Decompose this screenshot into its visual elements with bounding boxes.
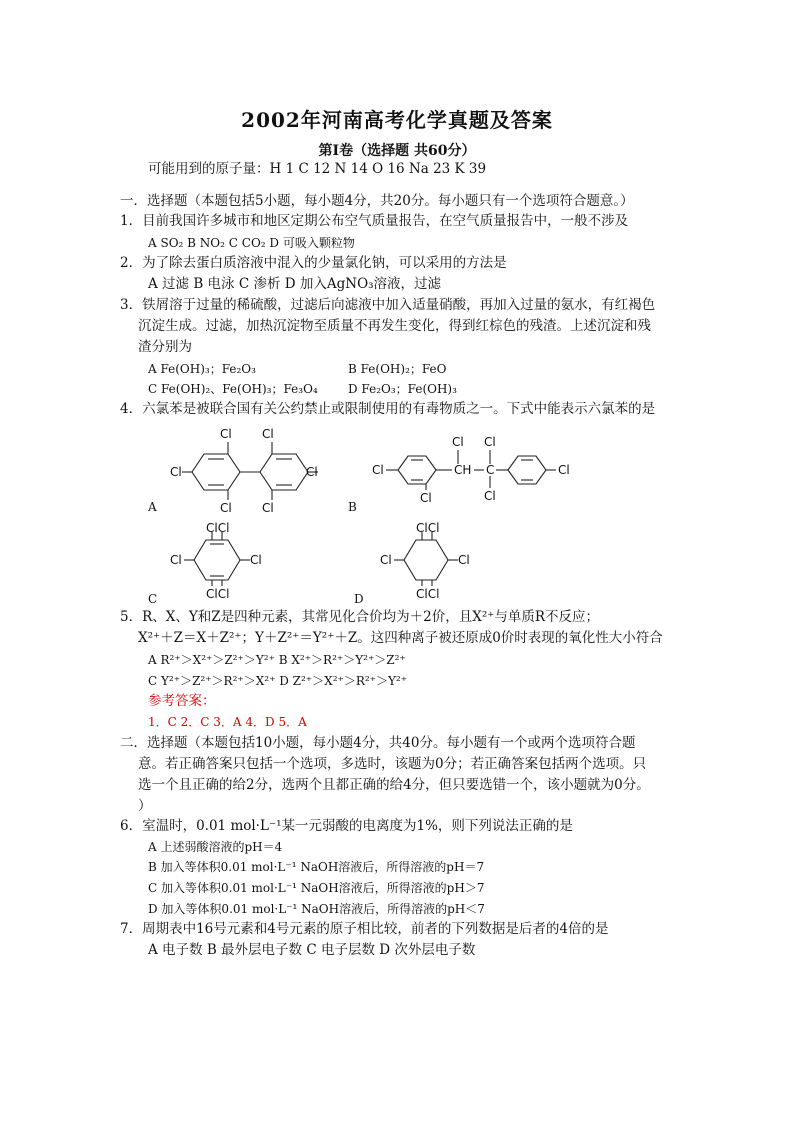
clcl-label: ClCl [206,521,230,535]
answer-label: 参考答案： [148,693,216,709]
q2-stem: 2．为了除去蛋白质溶液中混入的少量氯化钠，可以采用的方法是 [120,255,507,271]
ring-d [404,540,448,580]
structure-d-diagram [376,520,496,600]
cl-label: Cl [420,491,432,505]
atomic-masses: 可能用到的原子量：H 1 C 12 N 14 O 16 Na 23 K 39 [148,161,487,177]
q7-options: A 电子数 B 最外层电子数 C 电子层数 D 次外层电子数 [148,942,476,958]
q3-option-d: D Fe₂O₃；Fe(OH)₃ [348,382,457,396]
q1-stem: 1．目前我国许多城市和地区定期公布空气质量报告，在空气质量报告中，一般不涉及 [120,213,629,229]
cl-label: Cl [250,553,262,567]
q4-stem: 4．六氯苯是被联合国有关公约禁止或限制使用的有毒物质之一。下式中能表示六氯苯的是 [120,401,656,417]
q6-option-c: C 加入等体积0.01 mol·L⁻¹ NaOH溶液后，所得溶液的pH＞7 [148,881,485,895]
q4-label-a: A [148,500,157,514]
cl-label: Cl [452,435,464,449]
cl-label: Cl [558,463,570,477]
ch-label: CH [454,463,472,477]
answers: 1．C 2．C 3．A 4．D 5．A [148,715,307,729]
q4-label-c: C [148,592,158,606]
cl-label: Cl [306,465,318,479]
q6-stem: 6．室温时，0.01 mol·L⁻¹某一元弱酸的电离度为1%，则下列说法正确的是 [120,818,573,834]
cl-label: Cl [484,435,496,449]
section2-header-1: 二．选择题（本题包括10小题，每小题4分，共40分。每小题有一个或两个选项符合题 [120,735,636,751]
section2-header-4: ） [138,798,152,814]
q6-option-d: D 加入等体积0.01 mol·L⁻¹ NaOH溶液后，所得溶液的pH＜7 [148,902,485,916]
q3-stem-2: 沉淀生成。过滤，加热沉淀物至质量不再发生变化，得到红棕色的残渣。上述沉淀和残 [138,318,651,334]
part1-title: 第Ⅰ卷（选择题 共60分） [318,143,476,159]
q5-stem-2: X²⁺＋Z＝X＋Z²⁺；Y＋Z²⁺＝Y²⁺＋Z。这四种离子被还原成0价时表现的氧化性大小符合 [138,630,663,646]
q3-stem-1: 3．铁屑溶于过量的稀硫酸，过滤后向滤液中加入适量硝酸，再加入过量的氨水，有红褐色 [120,297,656,313]
q2-options: A 过滤 B 电泳 C 渗析 D 加入AgNO₃溶液，过滤 [148,276,442,292]
section1-header: 一．选择题（本题包括5小题，每小题4分，共20分。每小题只有一个选项符合题意。） [120,193,634,209]
section2-header-3: 选一个且正确的给2分，选两个且都正确的给4分，但只要选错一个，该小题就为0分。 [138,777,650,793]
c-label: C [486,463,495,477]
q3-option-b: B Fe(OH)₂；FeO [348,362,447,376]
cl-label: Cl [170,553,182,567]
q5-options-ab: A R²⁺＞X²⁺＞Z²⁺＞Y²⁺ B X²⁺＞R²⁺＞Y²⁺＞Z²⁺ [148,653,406,667]
clcl-label: ClCl [416,587,440,600]
cl-label: Cl [262,427,274,441]
q5-options-cd: C Y²⁺＞Z²⁺＞R²⁺＞X²⁺ D Z²⁺＞X²⁺＞R²⁺＞Y²⁺ [148,674,408,688]
cl-label: Cl [170,465,182,479]
page-title: 2002年河南高考化学真题及答案 [241,108,553,132]
section2-header-2: 意。若正确答案只包括一个选项，多选时，该题为0分；若正确答案包括两个选项。只 [138,756,647,772]
q1-options: A SO₂ B NO₂ C CO₂ D 可吸入颗粒物 [148,236,355,250]
cl-label: Cl [262,501,274,515]
ring-c [194,540,240,580]
q7-stem: 7．周期表中16号元素和4号元素的原子相比较，前者的下列数据是后者的4倍的是 [120,921,609,937]
q3-stem-3: 渣分别为 [138,339,192,355]
structure-a-diagram [140,424,340,524]
clcl-label: ClCl [416,521,440,535]
cl-label: Cl [220,501,232,515]
cl-label: Cl [484,489,496,503]
q6-option-b: B 加入等体积0.01 mol·L⁻¹ NaOH溶液后，所得溶液的pH＝7 [148,860,485,874]
cl-label: Cl [372,463,384,477]
cl-label: Cl [458,553,470,567]
q3-option-a: A Fe(OH)₃；Fe₂O₃ [148,362,256,376]
q6-option-a: A 上述弱酸溶液的pH＝4 [148,840,283,854]
q5-stem-1: 5．R、X、Y和Z是四种元素，其常见化合价均为＋2价，且X²⁺与单质R不反应； [120,609,600,625]
structure-c-diagram [160,520,280,600]
cl-label: Cl [380,553,392,567]
cl-label: Cl [220,427,232,441]
q4-label-d: D [354,592,364,606]
q4-label-b: B [348,500,357,514]
q3-option-c: C Fe(OH)₂、Fe(OH)₃；Fe₃O₄ [148,382,318,396]
structure-b-diagram [368,432,588,512]
clcl-label: ClCl [206,587,230,600]
